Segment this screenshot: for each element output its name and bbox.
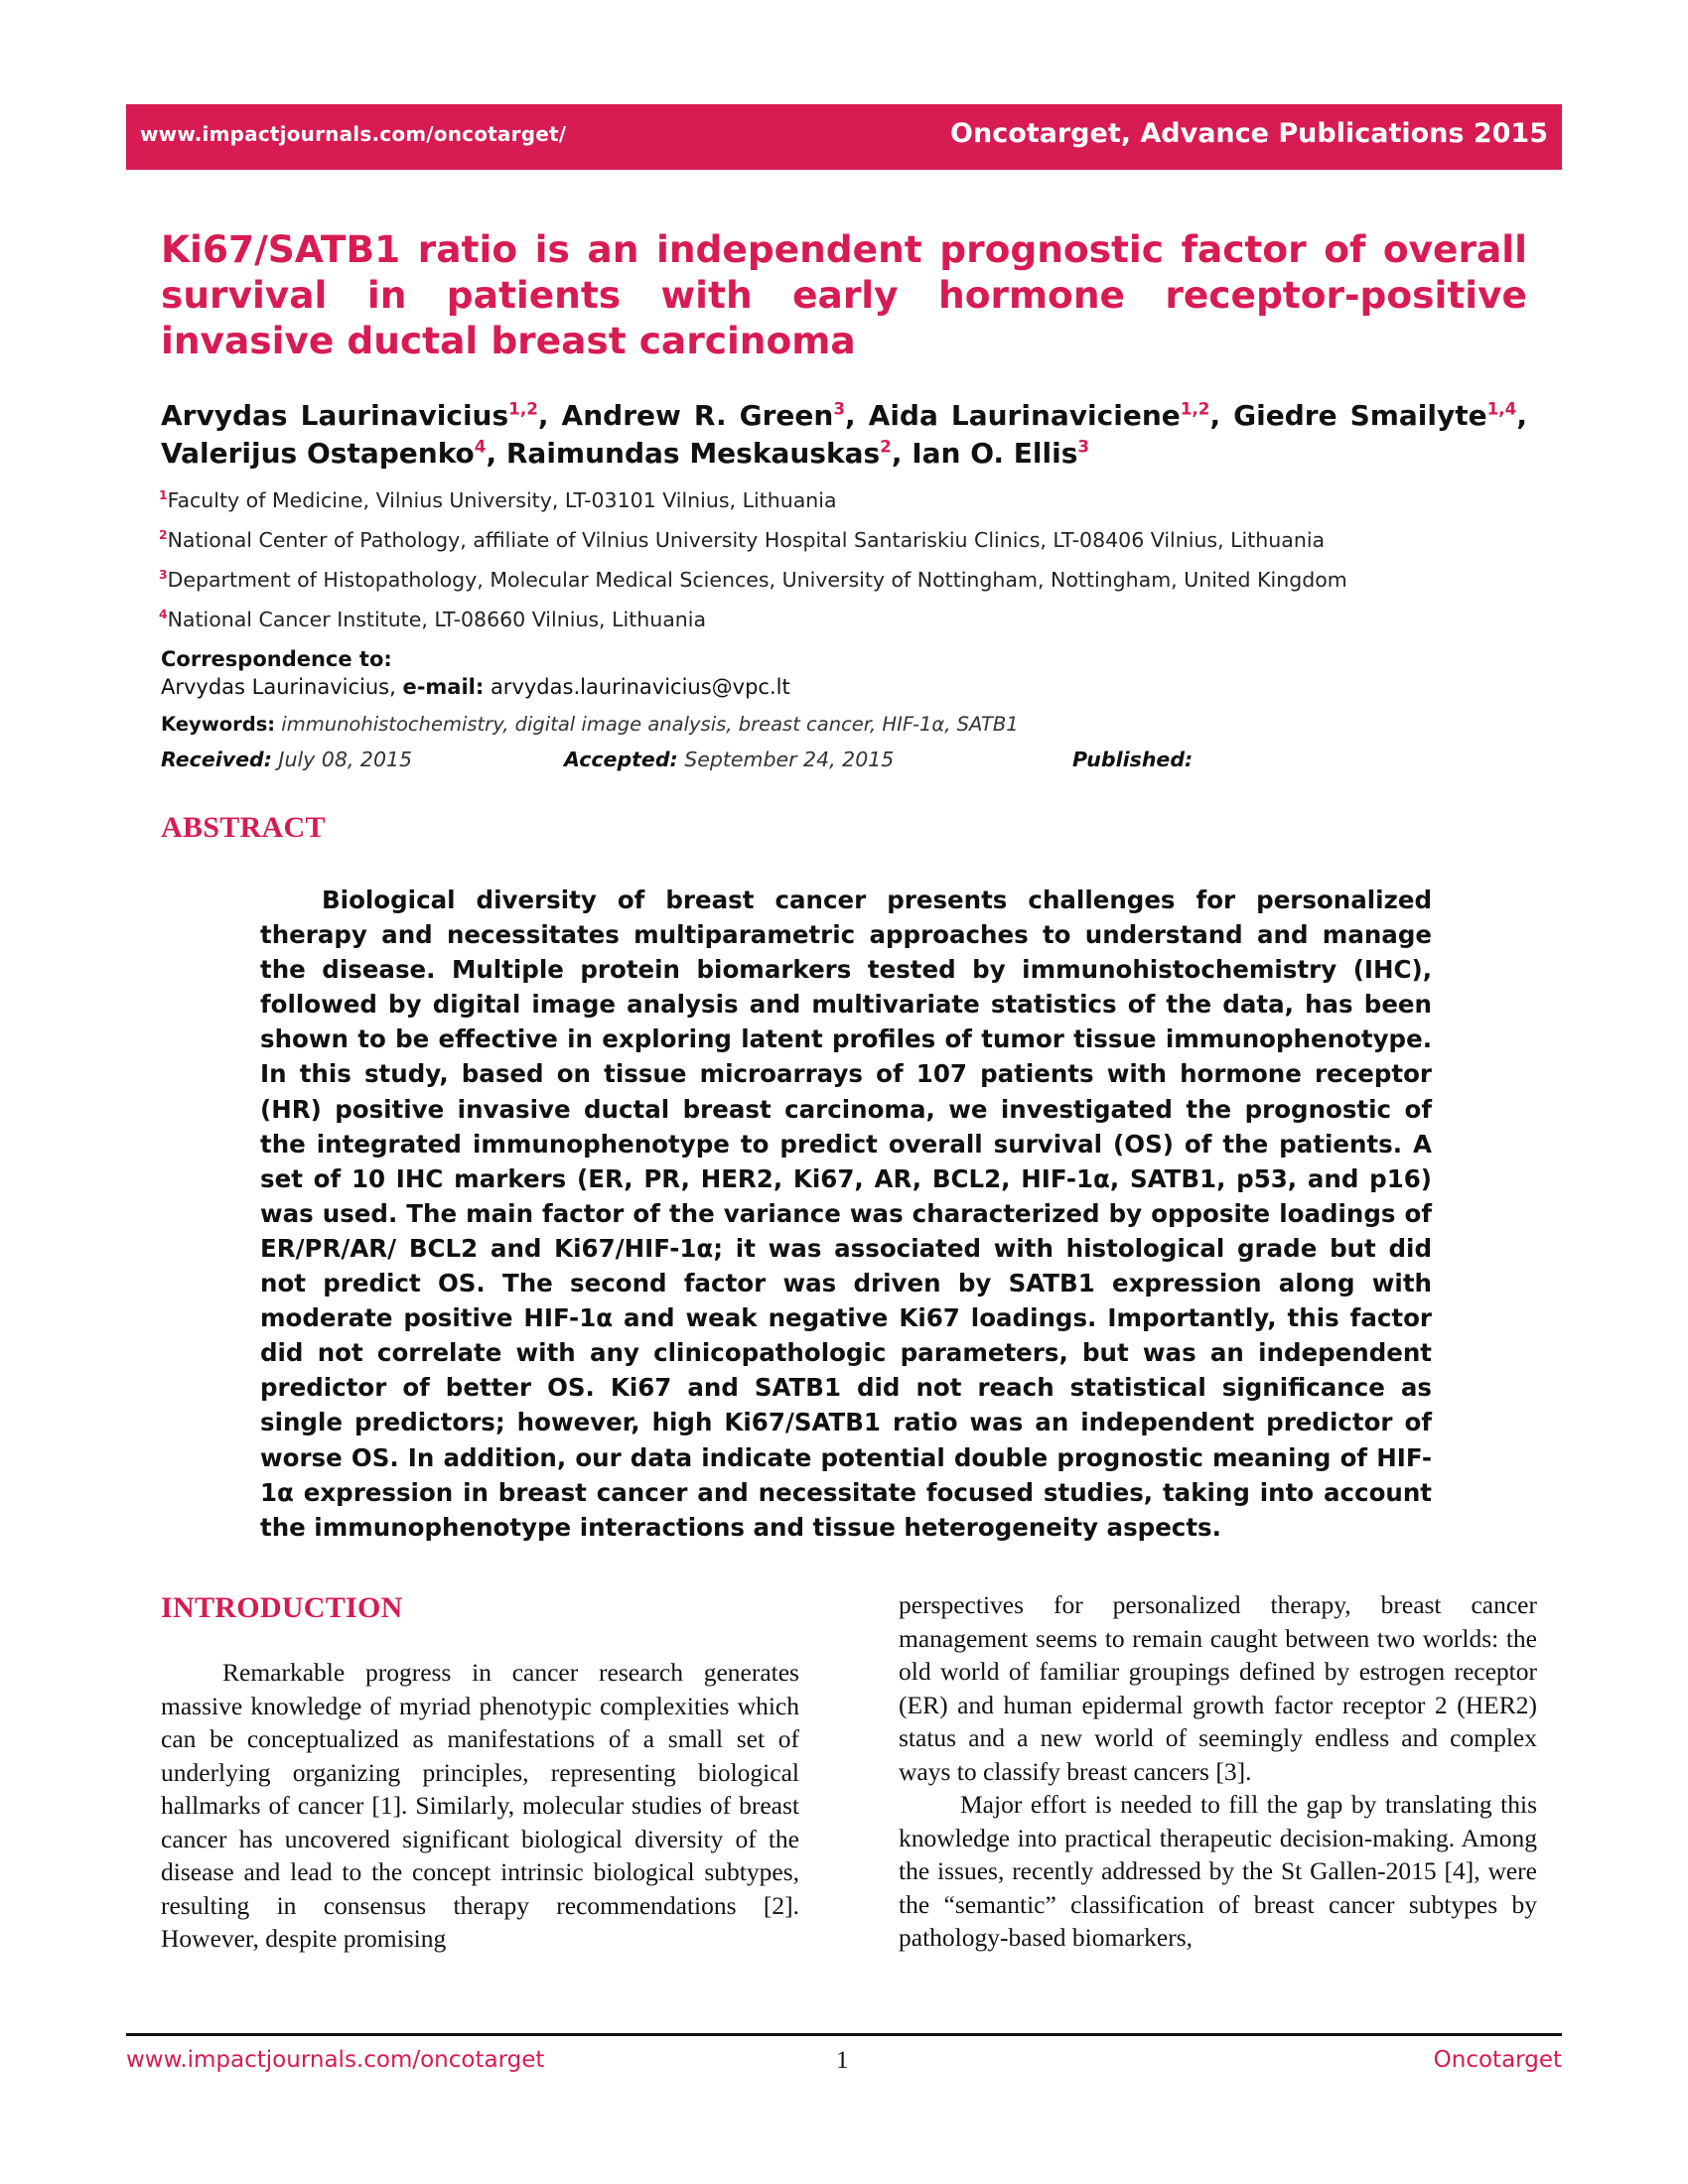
author: Aida Laurinaviciene$^{1,2}$, <box>868 398 1234 432</box>
introduction-heading: INTRODUCTION <box>161 1591 403 1624</box>
affiliation: $^3$Department of Histopathology, Molecular Medical Sciences, University of Nottingham, Nottingham, United Kingdom <box>159 568 1347 592</box>
journal-url[interactable]: www.impactjournals.com/oncotarget/ <box>140 122 567 146</box>
correspondence-label: Correspondence to: <box>161 647 392 671</box>
paragraph: Major effort is needed to fill the gap by translating this knowledge into practical therapeutic decision-making. Among the issues, recently addressed by the St Gallen-2015 [4], were the “semantic” classification of breast cancer subtypes by pathology-based biomarkers, <box>899 1790 1537 1952</box>
paragraph: Remarkable progress in cancer research generates massive knowledge of myriad phenotypic complexities which can be conceptualized as manifestations of a small set of underlying organizing principles, representing biological hallmarks of cancer [1]. Similarly, molecular studies of breast cancer has uncovered significant biological diversity of the disease and lead to the concept intrinsic biological subtypes, resulting in consensus therapy recommendations [2]. However, despite promising <box>161 1658 799 1953</box>
paragraph: perspectives for personalized therapy, breast cancer management seems to remain caught between two worlds: the old world of familiar groupings defined by estrogen receptor (ER) and human epidermal growth factor receptor 2 (HER2) status and a new world of seemingly endless and complex ways to classify breast cancers [3]. <box>899 1590 1537 1786</box>
footer-divider <box>126 2033 1562 2036</box>
intro-left-column <box>161 1656 799 1956</box>
footer-journal: Oncotarget <box>1433 2047 1562 2073</box>
intro-right-column <box>899 1588 1537 1955</box>
journal-header-bar <box>126 104 1562 170</box>
author: Arvydas Laurinavicius$^{1,2}$, <box>161 398 562 432</box>
author: Ian O. Ellis$^3$ <box>912 436 1090 470</box>
affiliation: $^4$National Cancer Institute, LT-08660 Vilnius, Lithuania <box>159 608 707 631</box>
keywords: Keywords: immunohistochemistry, digital image analysis, breast cancer, HIF-1α, SATB1 <box>161 713 1019 736</box>
abstract-heading: ABSTRACT <box>161 811 326 844</box>
author-list <box>161 397 1527 473</box>
abstract-text: Biological diversity of breast cancer presents challenges for personalized therapy and necessitates multiparametric approaches to understand and manage the disease. Multiple protein biomarkers tested by immunohistochemistry (IHC), followed by digital image analysis and multivariate statistics of the data, has been shown to be effective in exploring latent profiles of tumor tissue immunophenotype. In this study, based on tissue microarrays of 107 patients with hormone receptor (HR) positive invasive ductal breast carcinoma, we investigated the prognostic of the integrated immunophenotype to predict overall survival (OS) of the patients. A set of 10 IHC markers (ER, PR, HER2, Ki67, AR, BCL2, HIF-1α, SATB1, p53, and p16) was used. The main factor of the variance was characterized by opposite loadings of ER/PR/AR/ BCL2 and Ki67/HIF-1α; it was associated with histological grade but did not predict OS. The second factor was driven by SATB1 expression along with moderate positive HIF-1α and weak negative Ki67 loadings. Importantly, this factor did not correlate with any clinicopathologic parameters, but was an independent predictor of better OS. Ki67 and SATB1 did not reach statistical significance as single predictors; however, high Ki67/SATB1 ratio was an independent predictor of worse OS. In addition, our data indicate potential double prognostic meaning of HIF-1α expression in breast cancer and necessitate focused studies, taking into account the immunophenotype interactions and tissue heterogeneity aspects. <box>260 886 1432 1542</box>
affiliation: $^1$Faculty of Medicine, Vilnius University, LT-03101 Vilnius, Lithuania <box>159 488 837 512</box>
page-number: 1 <box>836 2047 849 2074</box>
author: Giedre Smailyte$^{1,4}$, <box>1233 398 1527 432</box>
footer-url[interactable]: www.impactjournals.com/oncotarget <box>126 2047 545 2073</box>
correspondence-contact: Arvydas Laurinavicius, e-mail: arvydas.laurinavicius@vpc.lt <box>161 675 790 699</box>
author: Valerijus Ostapenko$^4$, <box>161 436 506 470</box>
correspondence-email[interactable]: arvydas.laurinavicius@vpc.lt <box>484 675 790 699</box>
author: Raimundas Meskauskas$^2$, <box>505 436 913 470</box>
received-date: Received: July 08, 2015 <box>161 748 413 771</box>
journal-issue: Oncotarget, Advance Publications 2015 <box>950 118 1548 149</box>
affiliation: $^2$National Center of Pathology, affiliate of Vilnius University Hospital Santariskiu Clinics, LT-08406 Vilnius, Lithuania <box>159 528 1326 552</box>
paper-title: Ki67/SATB1 ratio is an independent prognostic factor of overall survival in patients with early hormone receptor-positive invasive ductal breast carcinoma <box>161 227 1527 362</box>
accepted-date: Accepted: September 24, 2015 <box>564 748 895 771</box>
author: Andrew R. Green$^3$, <box>561 398 869 432</box>
published-date: Published: <box>1072 748 1194 771</box>
